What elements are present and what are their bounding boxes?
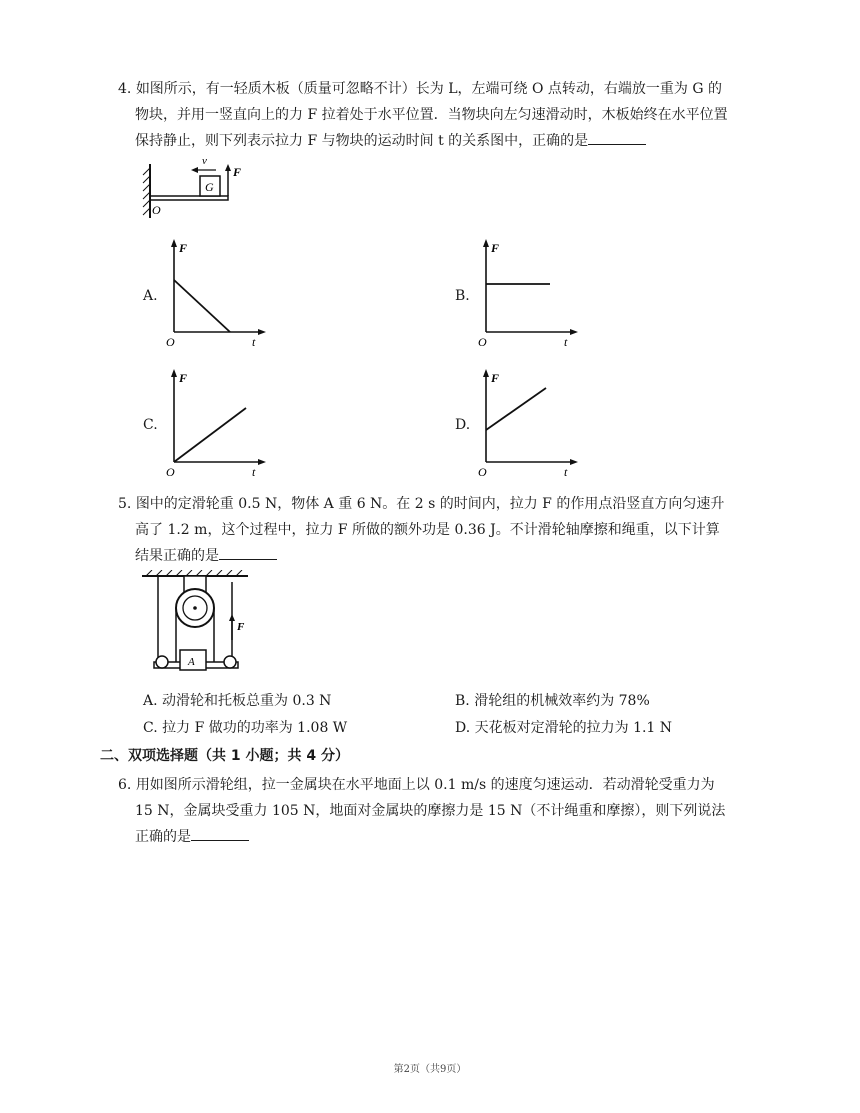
- q4-lever-figure: [138, 156, 248, 222]
- q4-option-a-label[interactable]: A.: [143, 288, 158, 304]
- svg-text:F: F: [233, 165, 242, 179]
- svg-text:t: t: [252, 335, 256, 348]
- svg-text:O: O: [152, 203, 161, 217]
- q5-option-b[interactable]: B. 滑轮组的机械效率约为 78%: [455, 693, 650, 709]
- q5-line3: 结果正确的是: [135, 543, 277, 569]
- q4-option-a-graph: [162, 236, 272, 348]
- page-footer: 第2页（共9页）: [393, 1064, 467, 1075]
- q5-option-d[interactable]: D. 天花板对定滑轮的拉力为 1.1 N: [455, 720, 673, 736]
- q6-number: 6.: [118, 777, 132, 793]
- q5-pulley-figure: [140, 570, 252, 682]
- svg-text:A: A: [188, 656, 195, 668]
- svg-text:O: O: [166, 465, 175, 478]
- q6-line1: 6. 用如图所示滑轮组，拉一金属块在水平地面上以 0.1 m/s 的速度匀速运动．若动滑轮受重力为: [118, 777, 715, 793]
- svg-text:F: F: [237, 621, 245, 633]
- svg-text:G: G: [205, 180, 214, 194]
- svg-text:O: O: [166, 335, 175, 348]
- svg-text:F: F: [179, 241, 188, 255]
- answer-blank[interactable]: [219, 545, 277, 560]
- svg-text:t: t: [564, 465, 568, 478]
- q4-line1: 4. 如图所示，有一轻质木板（质量可忽略不计）长为 L，左端可绕 O 点转动，右端放一重为 G 的: [118, 81, 723, 97]
- q4-option-b-label[interactable]: B.: [455, 288, 470, 304]
- svg-text:O: O: [478, 465, 487, 478]
- q5-line1: 5. 图中的定滑轮重 0.5 N，物体 A 重 6 N。在 2 s 的时间内，拉力 F 的作用点沿竖直方向匀速升: [118, 496, 725, 512]
- q4-option-c-graph: [162, 366, 272, 478]
- svg-text:O: O: [478, 335, 487, 348]
- answer-blank[interactable]: [588, 130, 646, 145]
- q5-number: 5.: [118, 496, 132, 512]
- q5-option-c[interactable]: C. 拉力 F 做功的功率为 1.08 W: [143, 720, 348, 736]
- answer-blank[interactable]: [191, 826, 249, 841]
- q4-line2: 物块，并用一竖直向上的力 F 拉着处于水平位置．当物块向左匀速滑动时，木板始终在水平位置: [135, 107, 728, 123]
- section-2-header: 二、双项选择题（共 1 小题；共 4 分）: [100, 748, 349, 764]
- q4-option-b-graph: [474, 236, 584, 348]
- q5-option-a[interactable]: A. 动滑轮和托板总重为 0.3 N: [143, 693, 332, 709]
- q4-number: 4.: [118, 81, 132, 97]
- q4-option-d-graph: [474, 366, 584, 478]
- svg-text:F: F: [179, 371, 188, 385]
- q5-line2: 高了 1.2 m，这个过程中，拉力 F 所做的额外功是 0.36 J。不计滑轮轴摩擦和绳重，以下计算: [135, 522, 720, 538]
- svg-text:t: t: [564, 335, 568, 348]
- q6-line2: 15 N，金属块受重力 105 N，地面对金属块的摩擦力是 15 N（不计绳重和摩擦），则下列说法: [135, 803, 726, 819]
- svg-text:v: v: [202, 156, 207, 167]
- svg-text:F: F: [491, 241, 500, 255]
- svg-text:F: F: [491, 371, 500, 385]
- q4-option-d-label[interactable]: D.: [455, 417, 471, 433]
- q4-option-c-label[interactable]: C.: [143, 417, 158, 433]
- q4-line3: 保持静止，则下列表示拉力 F 与物块的运动时间 t 的关系图中，正确的是: [135, 128, 646, 154]
- q6-line3: 正确的是: [135, 824, 249, 850]
- svg-text:t: t: [252, 465, 256, 478]
